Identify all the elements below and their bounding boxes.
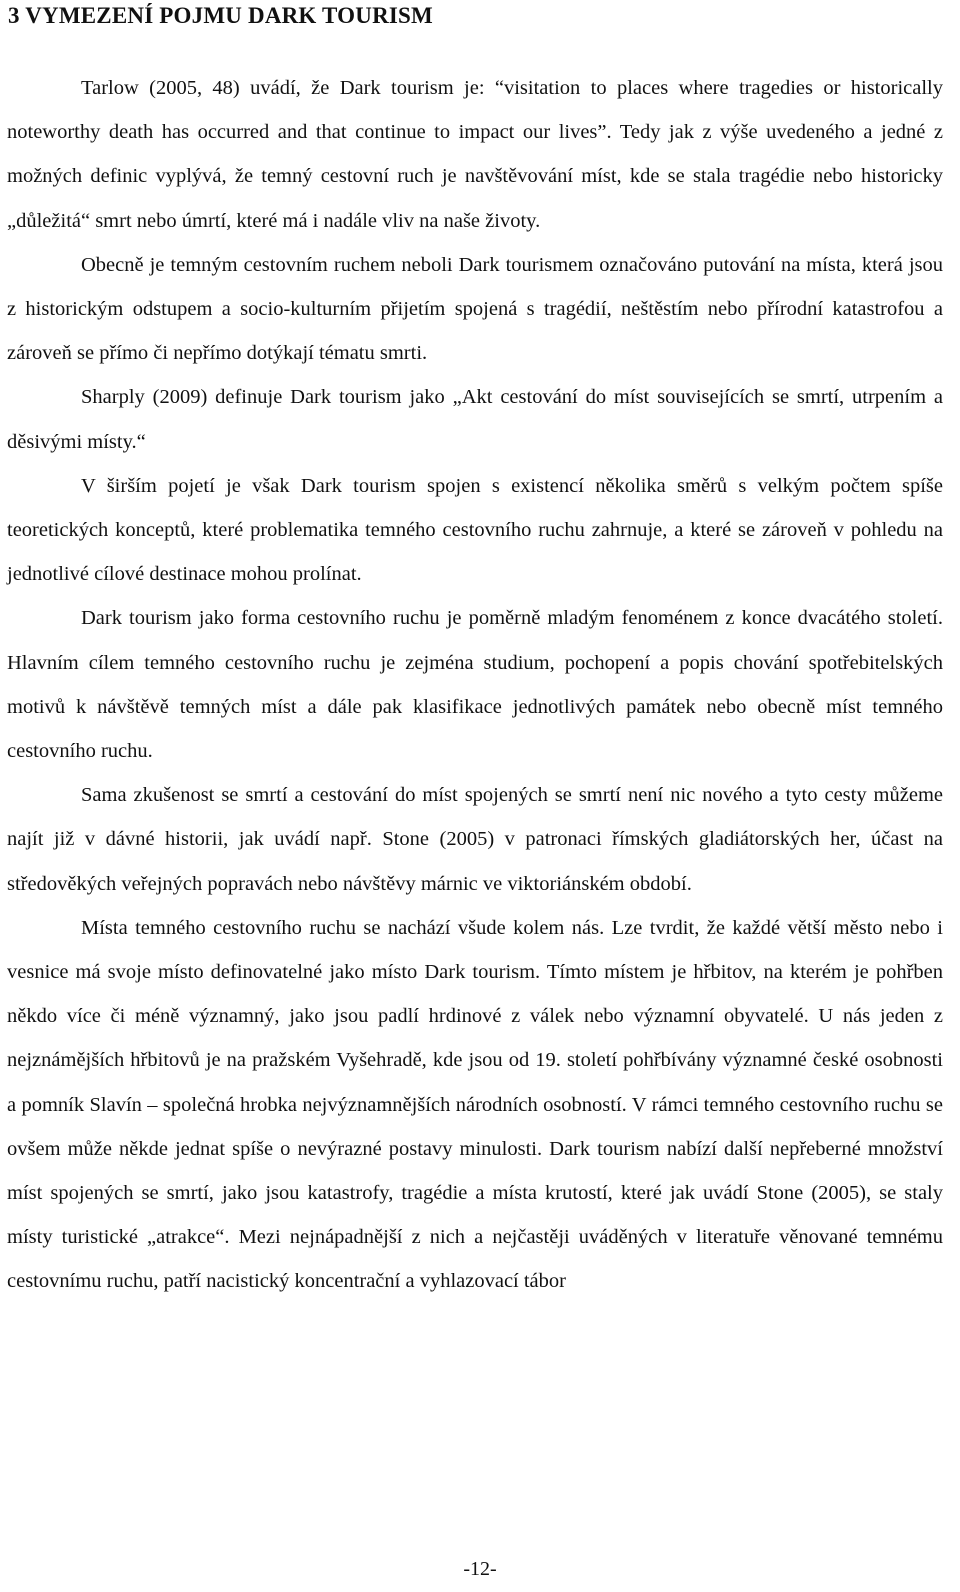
paragraph-broader-concept: V širším pojetí je však Dark tourism spojen s existencí několika směrů s velkým počtem spíše teoretických konceptů, které problematika temného cestovního ruchu zahrnuje, a které se zároveň v pohledu na jednotlivé cílové destinace mohou prolínat. xyxy=(7,474,943,586)
paragraph-history: Sama zkušenost se smrtí a cestování do míst spojených se smrtí není nic nového a tyto cesty můžeme najít již v dávné historii, jak uvádí např. Stone (2005) v patronaci římských gladiátorských her, účast na středověkých veřejných popravách nebo návštěvy márnic ve viktoriánském období. xyxy=(7,784,943,895)
paragraph-general-definition: Obecně je temným cestovním ruchem neboli Dark tourismem označováno putování na místa, která jsou z historickým odstupem a socio-kulturním přijetím spojená s tragédií, neštěstím nebo přírodní katastrofou a zároveň se přímo či nepřímo dotýkají tématu smrti. xyxy=(7,253,943,365)
paragraph-tarlow-definition: Tarlow (2005, 48) uvádí, že Dark tourism je: “visitation to places where tragedies or historically noteworthy death has occurred and that continue to impact our lives”. Tedy jak z výše uvedeného a jedné z možných definic vyplývá, že temný cestovní ruch je navštěvování míst, kde se stala tragédie nebo historicky „důležitá“ smrt nebo úmrtí, které má i nadále vliv na naše životy. xyxy=(7,77,943,232)
paragraph-phenomenon: Dark tourism jako forma cestovního ruchu je poměrně mladým fenoménem z konce dvacátého století. Hlavním cílem temného cestovního ruchu je zejména studium, pochopení a popis chování spotřebitelských motivů k návštěvě temných míst a dále pak klasifikace jednotlivých památek nebo obecně míst temného cestovního ruchu. xyxy=(7,607,943,763)
paragraph-places: Místa temného cestovního ruchu se nachází všude kolem nás. Lze tvrdit, že každé větší město nebo i vesnice má svoje místo definovatelné jako místo Dark tourism. Tímto místem je hřbitov, na kterém je pohřben někdo více či méně významný, jako jsou padlí hrdinové z válek nebo významní obyvatelé. U nás jeden z nejznámějších hřbitovů je na pražském Vyšehradě, kde jsou od 19. století pohřbívány významné české osobnosti a pomník Slavín – společná hrobka nejvýznamnějších národních osobností. V rámci temného cestovního ruchu se ovšem může někde jednat spíše o nevýrazné postavy minulosti. Dark tourism nabízí další nepřeberné množství míst spojených se smrtí, jako jsou katastrofy, tragédie a místa krutostí, které jak uvádí Stone (2005), se staly místy turistické „atrakce“. Mezi nejnápadnější z nich a nejčastěji uváděných v literatuře věnované temnému cestovnímu ruchu, patří nacistický koncentrační a vyhlazovací tábor xyxy=(7,916,943,1293)
body-text xyxy=(7,66,943,1304)
page-number: -12- xyxy=(463,1558,497,1580)
section-heading: 3 VYMEZENÍ POJMU DARK TOURISM xyxy=(8,3,433,28)
paragraph-sharply-definition: Sharply (2009) definuje Dark tourism jako „Akt cestování do míst souvisejících se smrtí, utrpením a děsivými místy.“ xyxy=(7,386,943,453)
